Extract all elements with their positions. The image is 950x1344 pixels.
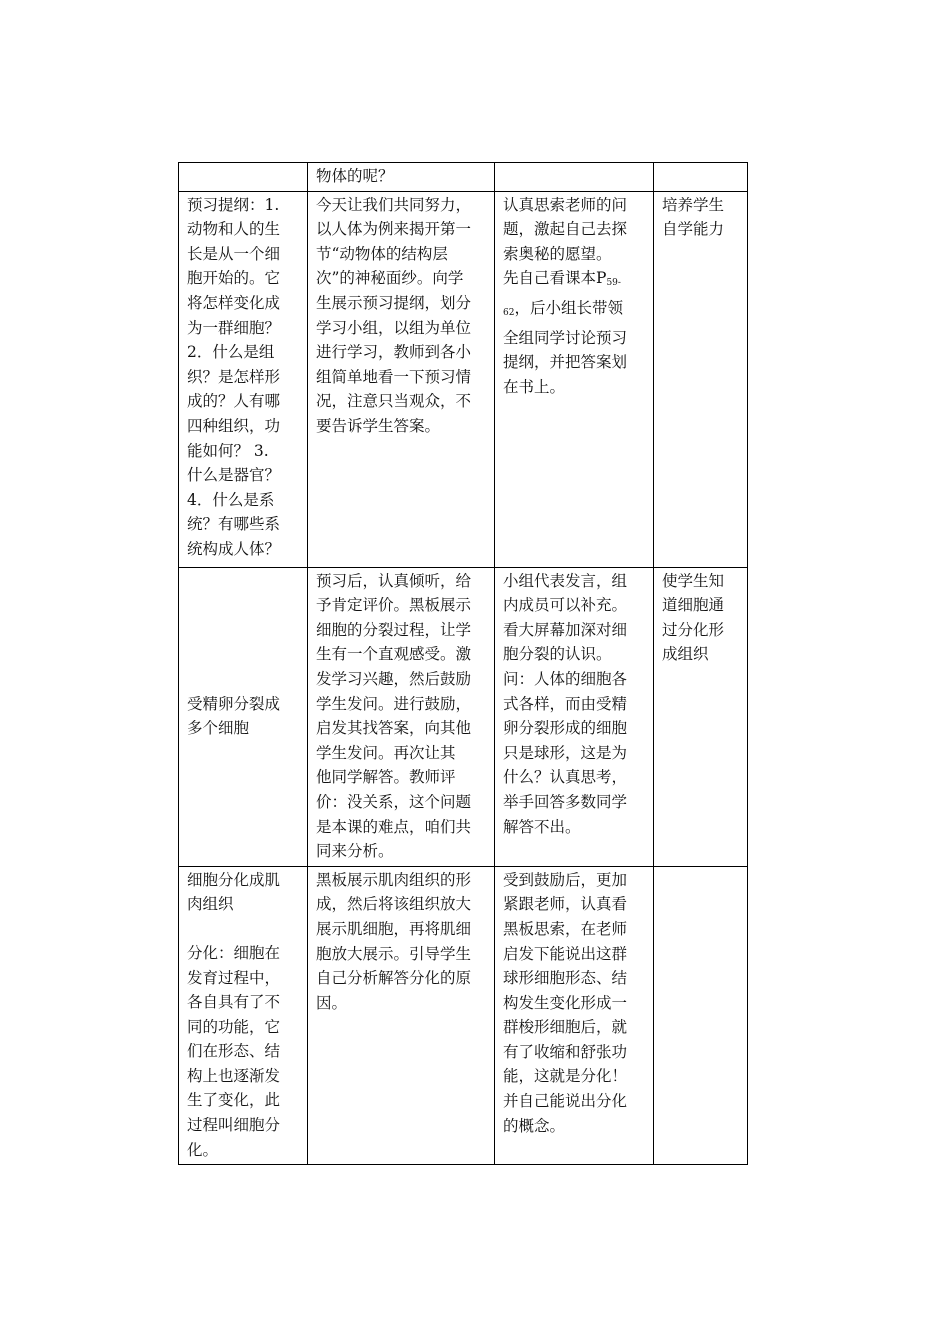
cell-purpose <box>654 163 748 192</box>
table-row <box>179 191 748 567</box>
cell-teacher-activity: 黑板展示肌肉组织的形 成，然后将该组织放大 展示肌细胞，再将肌细 胞放大展示。引导学生 自己分析解答分化的原 因。 <box>308 866 495 1165</box>
table-row <box>179 866 748 1165</box>
cell-student-activity: 小组代表发言，组 内成员可以补充。 看大屏幕加深对细 胞分裂的认识。 问：人体的细胞各 式各样，而由受精 卵分裂形成的细胞 只是球形，这是为 什么？认真思考， 举手回答多数同学 解答不出。 <box>495 567 654 866</box>
cell-content: 细胞分化成肌 肉组织 分化：细胞在 发育过程中， 各自具有了不 同的功能，它 们在形态、结 构上也逐渐发 生了变化，此 过程叫细胞分 化。 <box>179 866 308 1165</box>
cell-teacher-activity: 物体的呢？ <box>308 163 495 192</box>
page-range-start: 59- <box>606 278 621 289</box>
cell-purpose: 使学生知 道细胞通 过分化形 成组织 <box>654 567 748 866</box>
table-row <box>179 163 748 192</box>
cell-teacher-activity: 预习后，认真倾听，给 予肯定评价。黑板展示 细胞的分裂过程，让学 生有一个直观感受。激 发学习兴趣，然后鼓励 学生发问。进行鼓励， 启发其找答案，向其他 学生发问。再次让其 他同学解答。教师评 价：没关系，这个问题 是本课的难点，咱们共 同来分析。 <box>308 567 495 866</box>
cell-content: 受精卵分裂成 多个细胞 <box>179 567 308 866</box>
cell-student-activity <box>495 163 654 192</box>
page-range-end: 62 <box>503 307 515 318</box>
cell-content: 预习提纲：1. 动物和人的生 长是从一个细 胞开始的。它 将怎样变化成 为一群细胞？ 2．什么是组 织？是怎样形 成的？人有哪 四种组织，功 能如何？ 3. 什么是器官？ 4．什么是系 统？有哪些系 统构成人体？ <box>179 191 308 567</box>
cell-purpose <box>654 866 748 1165</box>
cell-content <box>179 163 308 192</box>
cell-student-activity: 受到鼓励后，更加 紧跟老师，认真看 黑板思索，在老师 启发下能说出这群 球形细胞形态、结 构发生变化形成一 群梭形细胞后，就 有了收缩和舒张功 能，这就是分化！ 并自己能说出分化 的概念。 <box>495 866 654 1165</box>
cell-student-activity: 认真思索老师的问 题，激起自己去探 索奥秘的愿望。 先自己看课本$P_{59-}$ $_{62}$，后小组长带领 全组同学讨论预习 提纲，并把答案划 在书上。 <box>495 191 654 567</box>
lesson-plan-table <box>178 162 748 1165</box>
cell-purpose: 培养学生 自学能力 <box>654 191 748 567</box>
table-row <box>179 567 748 866</box>
cell-teacher-activity: 今天让我们共同努力， 以人体为例来揭开第一 节“动物体的结构层 次”的神秘面纱。向学 生展示预习提纲，划分 学习小组，以组为单位 进行学习，教师到各小 组简单地看一下预习情 况，注意只当观众，不 要告诉学生答案。 <box>308 191 495 567</box>
